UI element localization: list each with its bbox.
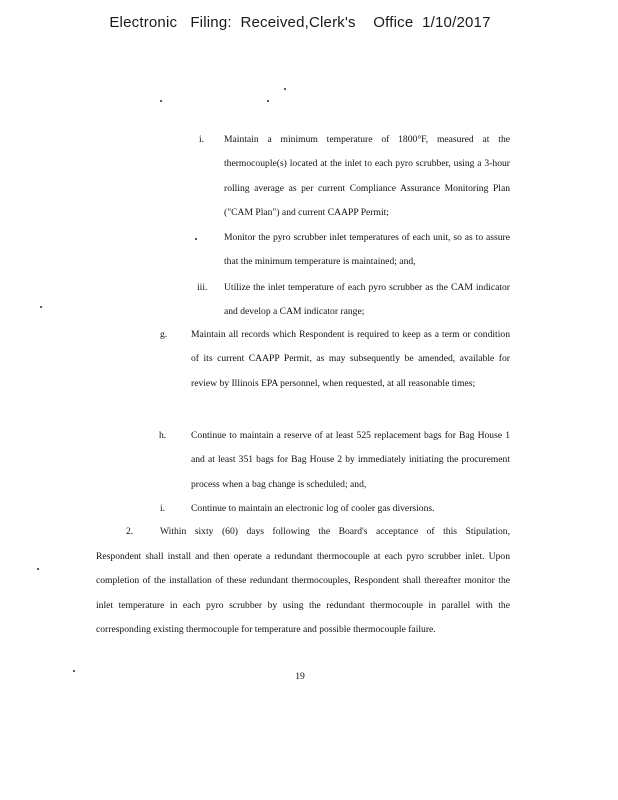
item-i2-text: Continue to maintain an electronic log of cooler gas diversions.: [191, 503, 435, 514]
item-iii-label: iii.: [197, 282, 208, 293]
scan-speck: [37, 568, 39, 570]
item-iii-text: Utilize the inlet temperature of each pyro scrubber as the CAM indicator and develop a CAM indicator range;: [224, 282, 510, 318]
stamp-date: 1/10/2017: [422, 14, 491, 31]
stamp-electronic: Electronic: [109, 14, 178, 31]
item-ii-text: Monitor the pyro scrubber inlet temperatures of each unit, so as to assure that the minimum temperature is maintained; and,: [224, 232, 510, 268]
stamp-received-clerks: Received,Clerk's: [240, 14, 356, 31]
item-h-label: h.: [159, 430, 167, 441]
filing-stamp: [0, 14, 600, 31]
item-i-label: i.: [199, 134, 205, 145]
page-number: 19: [295, 671, 305, 682]
scan-speck: [284, 88, 286, 90]
item-h-text: Continue to maintain a reserve of at least 525 replacement bags for Bag House 1 and at least 351 bags for Bag House 2 by immediately initiating the procurement process when a bag change is scheduled; and,: [191, 430, 510, 490]
scan-speck: [195, 238, 197, 240]
item-i-text: Maintain a minimum temperature of 1800°F, measured at the thermocouple(s) located at the inlet to each pyro scrubber, using a 3-hour rolling average as per current Compliance Assurance Monitoring Plan ("CAM Plan") and current CAAPP Permit;: [224, 134, 510, 218]
stamp-filing: Filing:: [190, 14, 232, 31]
scan-speck: [160, 100, 162, 102]
item-g-label: g.: [160, 329, 168, 340]
para2-first-line: Within sixty (60) days following the Board's acceptance of this Stipulation,: [160, 526, 510, 537]
para2-body: Respondent shall install and then operate a redundant thermocouple at each pyro scrubber inlet. Upon completion of the installation of these redundant thermocouples, Respondent shall thereafter monitor the inlet temperature in each pyro scrubber by using the redundant thermocouple in parallel with the corresponding existing thermocouple for temperature and possible thermocouple failure.: [96, 551, 510, 635]
scan-speck: [267, 100, 269, 102]
item-g-text: Maintain all records which Respondent is required to keep as a term or condition of its current CAAPP Permit, as may subsequently be amended, available for review by Illinois EPA personnel, when requested, at all reasonable times;: [191, 329, 510, 389]
stamp-office: Office: [373, 14, 414, 31]
para2-number: 2.: [126, 526, 134, 537]
scan-speck: [40, 306, 42, 308]
item-i2-label: i.: [160, 503, 166, 514]
